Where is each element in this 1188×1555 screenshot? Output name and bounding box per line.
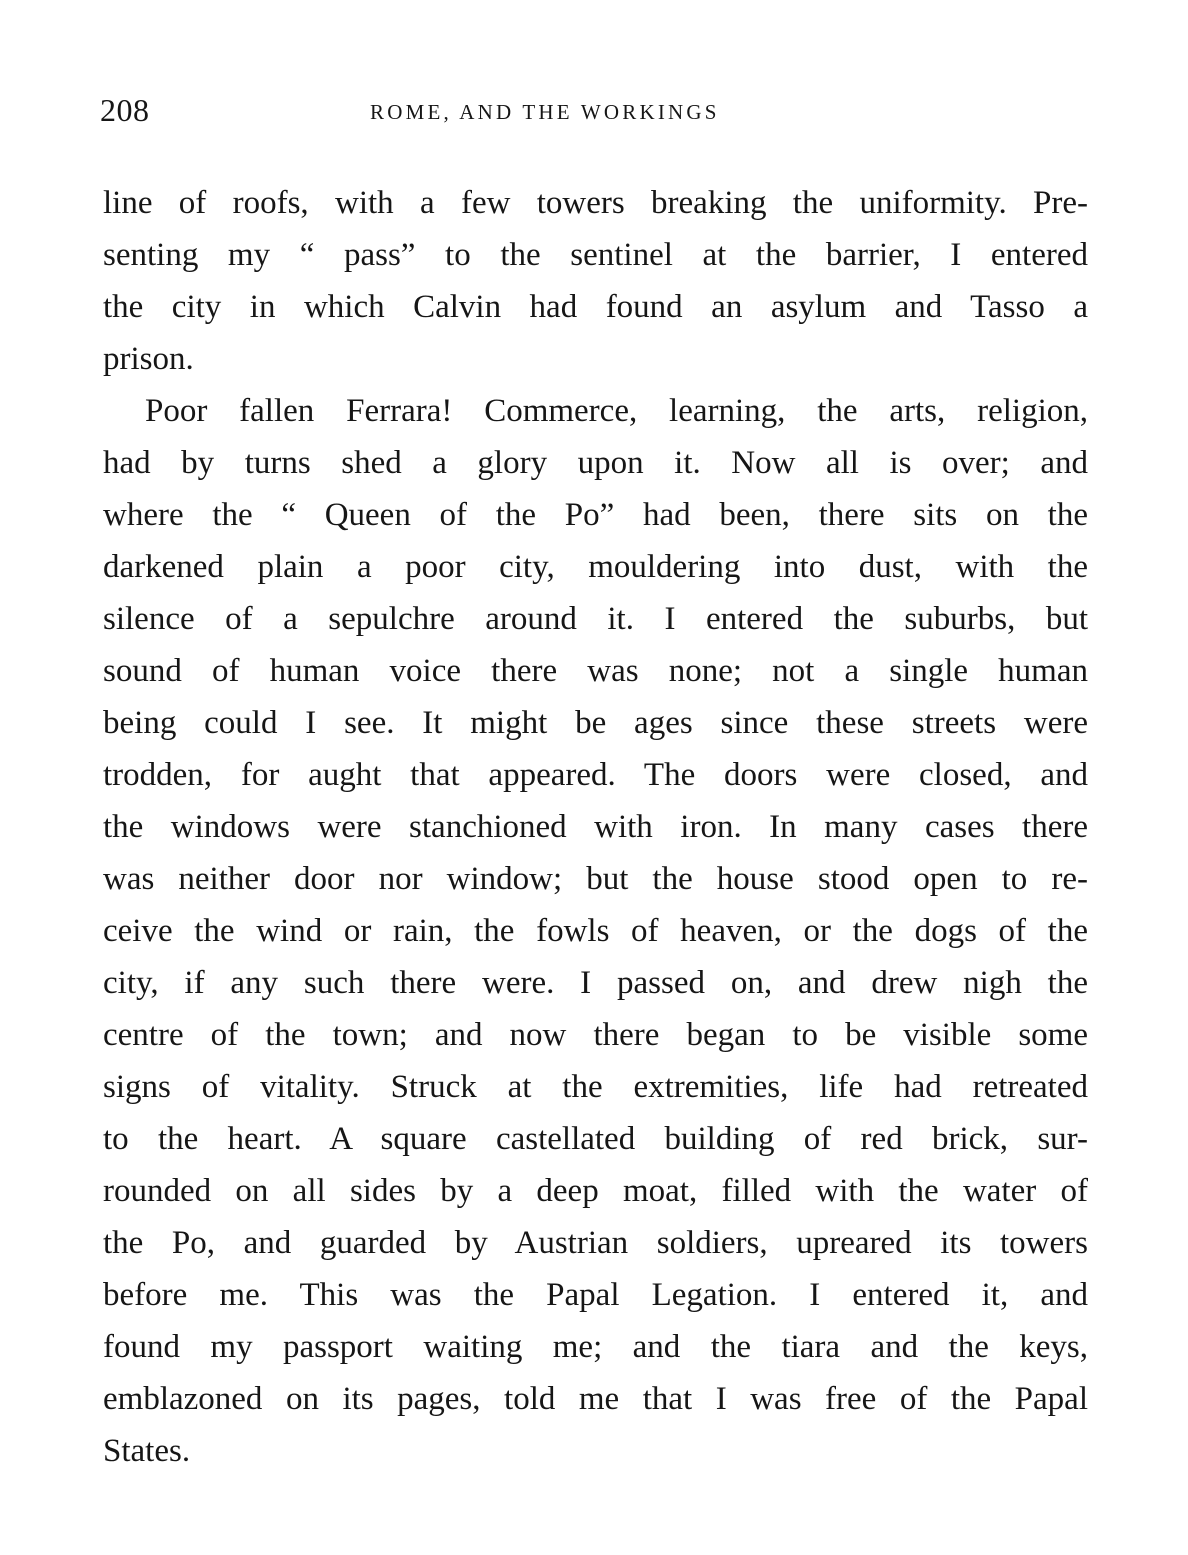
text-line: was neither door nor window; but the house stood open to re- — [103, 861, 1088, 897]
text-line: the windows were stanchioned with iron. In many cases there — [103, 809, 1088, 845]
text-line: to the heart. A square castellated building of red brick, sur- — [103, 1121, 1088, 1157]
text-line: being could I see. It might be ages since these streets were — [103, 705, 1088, 741]
text-line: darkened plain a poor city, mouldering into dust, with the — [103, 549, 1088, 585]
text-line: silence of a sepulchre around it. I entered the suburbs, but — [103, 601, 1088, 637]
text-line: Poor fallen Ferrara! Commerce, learning, the arts, religion, — [145, 393, 1088, 429]
running-head: ROME, AND THE WORKINGS — [370, 100, 720, 124]
text-line: States. — [103, 1433, 191, 1469]
text-line: line of roofs, with a few towers breaking the uniformity. Pre- — [103, 185, 1088, 221]
page-number: 208 — [100, 92, 150, 128]
text-line: prison. — [103, 341, 194, 377]
text-line: senting my “ pass” to the sentinel at the barrier, I entered — [103, 237, 1088, 273]
text-line: rounded on all sides by a deep moat, filled with the water of — [103, 1173, 1088, 1209]
text-line: had by turns shed a glory upon it. Now all is over; and — [103, 445, 1088, 481]
text-line: where the “ Queen of the Po” had been, there sits on the — [103, 497, 1088, 533]
text-line: before me. This was the Papal Legation. I entered it, and — [103, 1277, 1088, 1313]
text-line: centre of the town; and now there began to be visible some — [103, 1017, 1088, 1053]
text-line: emblazoned on its pages, told me that I was free of the Papal — [103, 1381, 1088, 1417]
paragraph — [103, 177, 1088, 385]
text-line: sound of human voice there was none; not a single human — [103, 653, 1088, 689]
paragraph — [103, 385, 1088, 1477]
text-line: trodden, for aught that appeared. The doors were closed, and — [103, 757, 1088, 793]
text-line: the Po, and guarded by Austrian soldiers, upreared its towers — [103, 1225, 1088, 1261]
text-line: ceive the wind or rain, the fowls of heaven, or the dogs of the — [103, 913, 1088, 949]
text-line: found my passport waiting me; and the tiara and the keys, — [103, 1329, 1088, 1365]
text-line: the city in which Calvin had found an asylum and Tasso a — [103, 289, 1088, 325]
body-text — [103, 177, 1088, 1477]
text-line: city, if any such there were. I passed on, and drew nigh the — [103, 965, 1088, 1001]
text-line: signs of vitality. Struck at the extremities, life had retreated — [103, 1069, 1088, 1105]
page-header — [100, 92, 1090, 132]
